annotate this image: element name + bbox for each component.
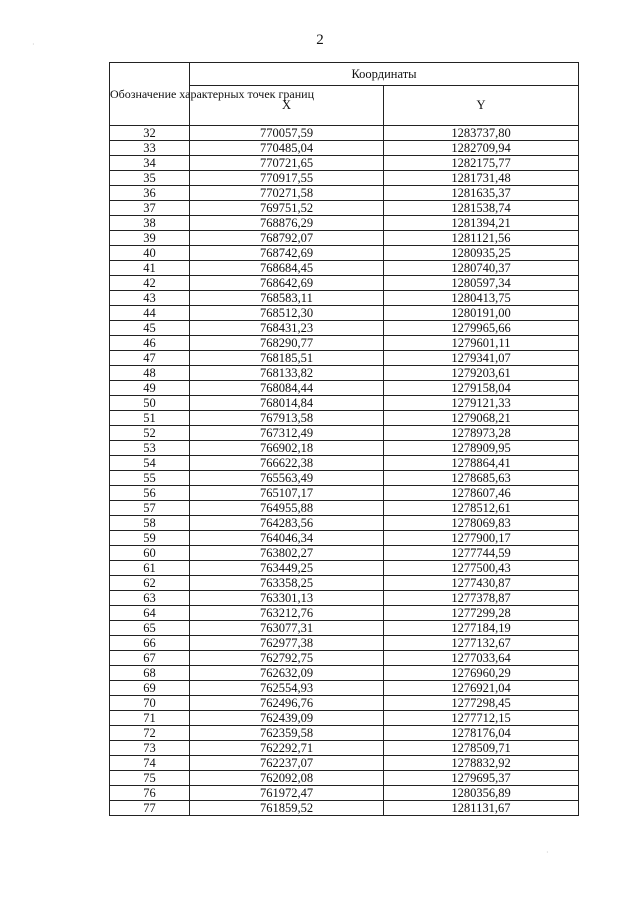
y-coordinate-cell: 1281731,48 (384, 171, 579, 186)
table-row (110, 606, 579, 621)
point-number-cell: 70 (110, 696, 190, 711)
point-number-cell: 56 (110, 486, 190, 501)
x-coordinate-cell: 768431,23 (190, 321, 384, 336)
y-coordinate-cell: 1279158,04 (384, 381, 579, 396)
point-number-cell: 62 (110, 576, 190, 591)
table-row (110, 201, 579, 216)
y-coordinate-cell: 1276960,29 (384, 666, 579, 681)
table-row (110, 291, 579, 306)
point-number-cell: 46 (110, 336, 190, 351)
x-coordinate-cell: 769751,52 (190, 201, 384, 216)
point-number-cell: 48 (110, 366, 190, 381)
point-number-cell: 42 (110, 276, 190, 291)
table-row (110, 711, 579, 726)
y-column-header: Y (384, 86, 579, 126)
table-row (110, 426, 579, 441)
point-number-cell: 61 (110, 561, 190, 576)
point-number-cell: 54 (110, 456, 190, 471)
x-coordinate-cell: 766622,38 (190, 456, 384, 471)
table-header (110, 63, 579, 126)
table-row (110, 531, 579, 546)
table-row (110, 216, 579, 231)
y-coordinate-cell: 1280356,89 (384, 786, 579, 801)
x-coordinate-cell: 762554,93 (190, 681, 384, 696)
x-coordinate-cell: 763358,25 (190, 576, 384, 591)
point-number-cell: 45 (110, 321, 190, 336)
point-column-header: Обозначение характерных точек границ (110, 63, 190, 126)
table-row (110, 471, 579, 486)
table-row (110, 261, 579, 276)
point-number-cell: 60 (110, 546, 190, 561)
y-coordinate-cell: 1280597,34 (384, 276, 579, 291)
x-coordinate-cell: 767913,58 (190, 411, 384, 426)
point-number-cell: 50 (110, 396, 190, 411)
y-coordinate-cell: 1277430,87 (384, 576, 579, 591)
point-number-cell: 59 (110, 531, 190, 546)
point-number-cell: 47 (110, 351, 190, 366)
table-row (110, 771, 579, 786)
x-coordinate-cell: 770485,04 (190, 141, 384, 156)
x-coordinate-cell: 762632,09 (190, 666, 384, 681)
y-coordinate-cell: 1279341,07 (384, 351, 579, 366)
point-number-cell: 37 (110, 201, 190, 216)
point-number-cell: 53 (110, 441, 190, 456)
point-number-cell: 75 (110, 771, 190, 786)
x-coordinate-cell: 765107,17 (190, 486, 384, 501)
x-coordinate-cell: 770721,65 (190, 156, 384, 171)
y-coordinate-cell: 1281131,67 (384, 801, 579, 816)
x-coordinate-cell: 766902,18 (190, 441, 384, 456)
point-number-cell: 67 (110, 651, 190, 666)
x-coordinate-cell: 764283,56 (190, 516, 384, 531)
x-coordinate-cell: 768512,30 (190, 306, 384, 321)
x-coordinate-cell: 768014,84 (190, 396, 384, 411)
y-coordinate-cell: 1278909,95 (384, 441, 579, 456)
point-number-cell: 32 (110, 126, 190, 141)
point-number-cell: 68 (110, 666, 190, 681)
table-row (110, 666, 579, 681)
table-row (110, 366, 579, 381)
x-coordinate-cell: 761972,47 (190, 786, 384, 801)
point-number-cell: 65 (110, 621, 190, 636)
point-number-cell: 66 (110, 636, 190, 651)
x-coordinate-cell: 762092,08 (190, 771, 384, 786)
point-number-cell: 64 (110, 606, 190, 621)
x-coordinate-cell: 762792,75 (190, 651, 384, 666)
y-coordinate-cell: 1279965,66 (384, 321, 579, 336)
table-row (110, 516, 579, 531)
scan-dot-mark: · (32, 40, 35, 49)
point-number-cell: 74 (110, 756, 190, 771)
y-coordinate-cell: 1277299,28 (384, 606, 579, 621)
table-row (110, 171, 579, 186)
x-coordinate-cell: 768185,51 (190, 351, 384, 366)
y-coordinate-cell: 1278685,63 (384, 471, 579, 486)
y-coordinate-cell: 1278607,46 (384, 486, 579, 501)
x-coordinate-cell: 761859,52 (190, 801, 384, 816)
y-coordinate-cell: 1280935,25 (384, 246, 579, 261)
point-number-cell: 58 (110, 516, 190, 531)
point-number-cell: 40 (110, 246, 190, 261)
table-row (110, 591, 579, 606)
point-number-cell: 44 (110, 306, 190, 321)
scan-dot-mark: · (546, 848, 549, 857)
x-coordinate-cell: 768642,69 (190, 276, 384, 291)
x-coordinate-cell: 768792,07 (190, 231, 384, 246)
table-body (110, 126, 579, 816)
x-coordinate-cell: 763802,27 (190, 546, 384, 561)
y-coordinate-cell: 1277744,59 (384, 546, 579, 561)
point-number-cell: 69 (110, 681, 190, 696)
y-coordinate-cell: 1278069,83 (384, 516, 579, 531)
x-coordinate-cell: 768084,44 (190, 381, 384, 396)
y-coordinate-cell: 1280740,37 (384, 261, 579, 276)
y-coordinate-cell: 1279121,33 (384, 396, 579, 411)
x-coordinate-cell: 762359,58 (190, 726, 384, 741)
x-coordinate-cell: 762439,09 (190, 711, 384, 726)
table-row (110, 756, 579, 771)
x-coordinate-cell: 762292,71 (190, 741, 384, 756)
table-row (110, 576, 579, 591)
y-coordinate-cell: 1279695,37 (384, 771, 579, 786)
table-row (110, 156, 579, 171)
x-coordinate-cell: 762237,07 (190, 756, 384, 771)
table-row (110, 801, 579, 816)
x-coordinate-cell: 768290,77 (190, 336, 384, 351)
point-number-cell: 71 (110, 711, 190, 726)
x-coordinate-cell: 770057,59 (190, 126, 384, 141)
table-row (110, 741, 579, 756)
table-row (110, 726, 579, 741)
y-coordinate-cell: 1279068,21 (384, 411, 579, 426)
y-coordinate-cell: 1281394,21 (384, 216, 579, 231)
x-column-header: X (190, 86, 384, 126)
y-coordinate-cell: 1277132,67 (384, 636, 579, 651)
y-coordinate-cell: 1283737,80 (384, 126, 579, 141)
y-coordinate-cell: 1278176,04 (384, 726, 579, 741)
y-coordinate-cell: 1277298,45 (384, 696, 579, 711)
point-number-cell: 41 (110, 261, 190, 276)
point-number-cell: 77 (110, 801, 190, 816)
table-row (110, 276, 579, 291)
point-number-cell: 39 (110, 231, 190, 246)
x-coordinate-cell: 765563,49 (190, 471, 384, 486)
point-number-cell: 33 (110, 141, 190, 156)
x-coordinate-cell: 768684,45 (190, 261, 384, 276)
table-row (110, 411, 579, 426)
x-coordinate-cell: 768133,82 (190, 366, 384, 381)
x-coordinate-cell: 770917,55 (190, 171, 384, 186)
x-coordinate-cell: 764955,88 (190, 501, 384, 516)
x-coordinate-cell: 762977,38 (190, 636, 384, 651)
table-row (110, 126, 579, 141)
y-coordinate-cell: 1281121,56 (384, 231, 579, 246)
y-coordinate-cell: 1281538,74 (384, 201, 579, 216)
point-number-cell: 36 (110, 186, 190, 201)
point-number-cell: 49 (110, 381, 190, 396)
y-coordinate-cell: 1277184,19 (384, 621, 579, 636)
table-row (110, 561, 579, 576)
page-number: 2 (316, 32, 324, 48)
table-row (110, 786, 579, 801)
y-coordinate-cell: 1277378,87 (384, 591, 579, 606)
y-coordinate-cell: 1278973,28 (384, 426, 579, 441)
table-row (110, 501, 579, 516)
point-number-cell: 73 (110, 741, 190, 756)
x-coordinate-cell: 770271,58 (190, 186, 384, 201)
y-coordinate-cell: 1279601,11 (384, 336, 579, 351)
table-row (110, 651, 579, 666)
table-row (110, 186, 579, 201)
point-number-cell: 43 (110, 291, 190, 306)
y-coordinate-cell: 1280191,00 (384, 306, 579, 321)
table-row (110, 456, 579, 471)
table-row (110, 231, 579, 246)
point-number-cell: 52 (110, 426, 190, 441)
table-row (110, 246, 579, 261)
y-coordinate-cell: 1278512,61 (384, 501, 579, 516)
x-coordinate-cell: 762496,76 (190, 696, 384, 711)
x-coordinate-cell: 763077,31 (190, 621, 384, 636)
y-coordinate-cell: 1277033,64 (384, 651, 579, 666)
table-row (110, 306, 579, 321)
y-coordinate-cell: 1278832,92 (384, 756, 579, 771)
point-number-cell: 38 (110, 216, 190, 231)
x-coordinate-cell: 763449,25 (190, 561, 384, 576)
y-coordinate-cell: 1277900,17 (384, 531, 579, 546)
x-coordinate-cell: 763212,76 (190, 606, 384, 621)
y-coordinate-cell: 1276921,04 (384, 681, 579, 696)
table-row (110, 486, 579, 501)
coordinates-table (109, 62, 579, 816)
table-row (110, 681, 579, 696)
point-number-cell: 55 (110, 471, 190, 486)
y-coordinate-cell: 1277712,15 (384, 711, 579, 726)
y-coordinate-cell: 1282709,94 (384, 141, 579, 156)
point-number-cell: 51 (110, 411, 190, 426)
table-row (110, 621, 579, 636)
table-row (110, 141, 579, 156)
table-row (110, 351, 579, 366)
y-coordinate-cell: 1282175,77 (384, 156, 579, 171)
point-number-cell: 76 (110, 786, 190, 801)
point-number-cell: 72 (110, 726, 190, 741)
table-row (110, 396, 579, 411)
point-number-cell: 57 (110, 501, 190, 516)
y-coordinate-cell: 1280413,75 (384, 291, 579, 306)
table-row (110, 321, 579, 336)
coordinates-header: Координаты (190, 63, 579, 86)
x-coordinate-cell: 763301,13 (190, 591, 384, 606)
y-coordinate-cell: 1279203,61 (384, 366, 579, 381)
point-number-cell: 63 (110, 591, 190, 606)
y-coordinate-cell: 1277500,43 (384, 561, 579, 576)
x-coordinate-cell: 768742,69 (190, 246, 384, 261)
table-row (110, 381, 579, 396)
point-number-cell: 35 (110, 171, 190, 186)
y-coordinate-cell: 1278509,71 (384, 741, 579, 756)
x-coordinate-cell: 767312,49 (190, 426, 384, 441)
table-row (110, 696, 579, 711)
table-row (110, 546, 579, 561)
table-row (110, 636, 579, 651)
table-row (110, 441, 579, 456)
point-number-cell: 34 (110, 156, 190, 171)
x-coordinate-cell: 768876,29 (190, 216, 384, 231)
y-coordinate-cell: 1278864,41 (384, 456, 579, 471)
table-row (110, 336, 579, 351)
x-coordinate-cell: 768583,11 (190, 291, 384, 306)
x-coordinate-cell: 764046,34 (190, 531, 384, 546)
y-coordinate-cell: 1281635,37 (384, 186, 579, 201)
